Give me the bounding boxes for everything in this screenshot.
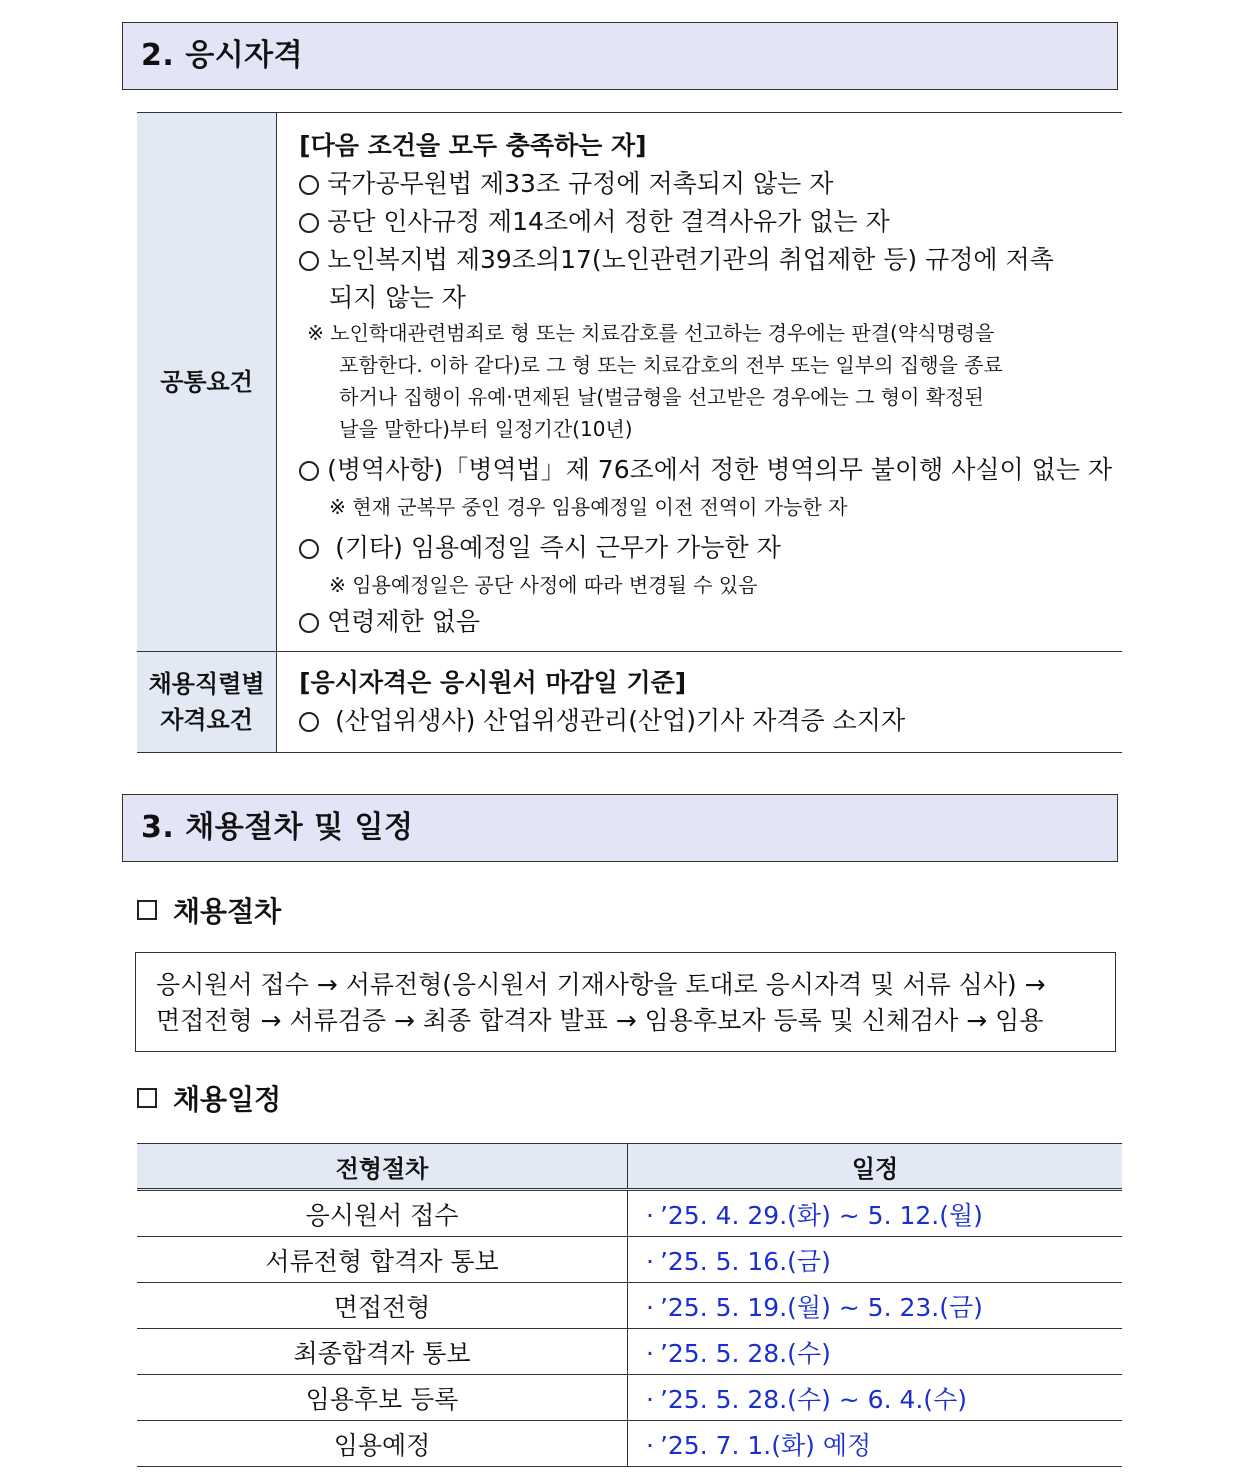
common-requirements-label: 공통요건	[137, 113, 277, 652]
circle-bullet-icon	[299, 461, 319, 481]
checkbox-square-icon	[137, 900, 157, 920]
table-row	[137, 1329, 1122, 1375]
list-item: 공단 인사규정 제14조에서 정한 결격사유가 없는 자	[299, 203, 1112, 241]
checkbox-square-icon	[137, 1088, 157, 1108]
section-3-title: 3. 채용절차 및 일정	[122, 794, 1118, 862]
procedure-box	[135, 952, 1116, 1052]
note-military: ※ 현재 군복무 중인 경우 임용예정일 이전 전역이 가능한 자	[329, 495, 848, 519]
date-cell: · ’25. 4. 29.(화) ~ 5. 12.(월)	[628, 1190, 1123, 1237]
circle-bullet-icon	[299, 539, 319, 559]
circle-bullet-icon	[299, 251, 319, 271]
procedure-line: 면접전형 → 서류검증 → 최종 합격자 발표 → 임용후보자 등록 및 신체검사 → 임용	[156, 1006, 1044, 1035]
procedure-heading: 채용절차	[137, 890, 281, 930]
step-cell: 응시원서 접수	[137, 1190, 628, 1237]
date-cell: · ’25. 5. 16.(금)	[628, 1237, 1123, 1283]
date-cell: · ’25. 5. 28.(수) ~ 6. 4.(수)	[628, 1375, 1123, 1421]
step-cell: 최종합격자 통보	[137, 1329, 628, 1375]
schedule-heading: 채용일정	[137, 1078, 281, 1118]
specific-requirements-label: 채용직렬별 자격요건	[137, 652, 277, 753]
list-item: (산업위생사) 산업위생관리(산업)기사 자격증 소지자	[299, 702, 1112, 740]
circle-bullet-icon	[299, 613, 319, 633]
procedure-line: 응시원서 접수 → 서류전형(응시원서 기재사항을 토대로 응시자격 및 서류 심사) →	[156, 970, 1046, 999]
table-row	[137, 1237, 1122, 1283]
step-cell: 서류전형 합격자 통보	[137, 1237, 628, 1283]
date-cell: · ’25. 5. 28.(수)	[628, 1329, 1123, 1375]
common-heading: [다음 조건을 모두 충족하는 자]	[299, 131, 647, 160]
step-cell: 면접전형	[137, 1283, 628, 1329]
specific-heading: [응시자격은 응시원서 마감일 기준]	[299, 668, 687, 697]
table-row	[137, 1283, 1122, 1329]
circle-bullet-icon	[299, 712, 319, 732]
circle-bullet-icon	[299, 213, 319, 233]
circle-bullet-icon	[299, 175, 319, 195]
table-row	[137, 1375, 1122, 1421]
qualification-table	[137, 112, 1122, 753]
column-header-step: 전형절차	[137, 1144, 628, 1190]
date-cell: · ’25. 5. 19.(월) ~ 5. 23.(금)	[628, 1283, 1123, 1329]
date-cell: · ’25. 7. 1.(화) 예정	[628, 1421, 1123, 1467]
reference-mark: ※	[307, 321, 324, 345]
specific-requirements-content	[277, 652, 1122, 753]
schedule-table	[137, 1143, 1122, 1467]
list-item: 국가공무원법 제33조 규정에 저촉되지 않는 자	[299, 165, 1112, 203]
specific-requirements-row	[137, 652, 1122, 753]
note-elder-abuse: ※ 노인학대관련범죄로 형 또는 치료감호를 선고하는 경우에는 판결(약식명령을 포함한다. 이하 같다)로 그 형 또는 치료감호의 전부 또는 일부의 집행을 종료 하거나 집행이 유예·면제된 날(벌금형을 선고받은 경우에는 그 형이 확정된 날을 말한다)부터 일정기간(10년)	[307, 321, 1003, 441]
section-2-title: 2. 응시자격	[122, 22, 1118, 90]
list-item: (기타) 임용예정일 즉시 근무가 가능한 자	[299, 529, 1112, 567]
column-header-date: 일정	[628, 1144, 1123, 1190]
step-cell: 임용후보 등록	[137, 1375, 628, 1421]
note-appointment-date: ※ 임용예정일은 공단 사정에 따라 변경될 수 있음	[329, 573, 758, 597]
list-item: (병역사항)「병역법」제 76조에서 정한 병역의무 불이행 사실이 없는 자	[299, 451, 1112, 489]
list-item: 연령제한 없음	[299, 603, 1112, 641]
table-row	[137, 1190, 1122, 1237]
list-item-continuation: 되지 않는 자	[329, 283, 466, 312]
common-requirements-content	[277, 113, 1122, 652]
common-requirements-row	[137, 113, 1122, 652]
step-cell: 임용예정	[137, 1421, 628, 1467]
schedule-header-row	[137, 1144, 1122, 1190]
list-item: 노인복지법 제39조의17(노인관련기관의 취업제한 등) 규정에 저촉	[299, 241, 1112, 279]
table-row	[137, 1421, 1122, 1467]
